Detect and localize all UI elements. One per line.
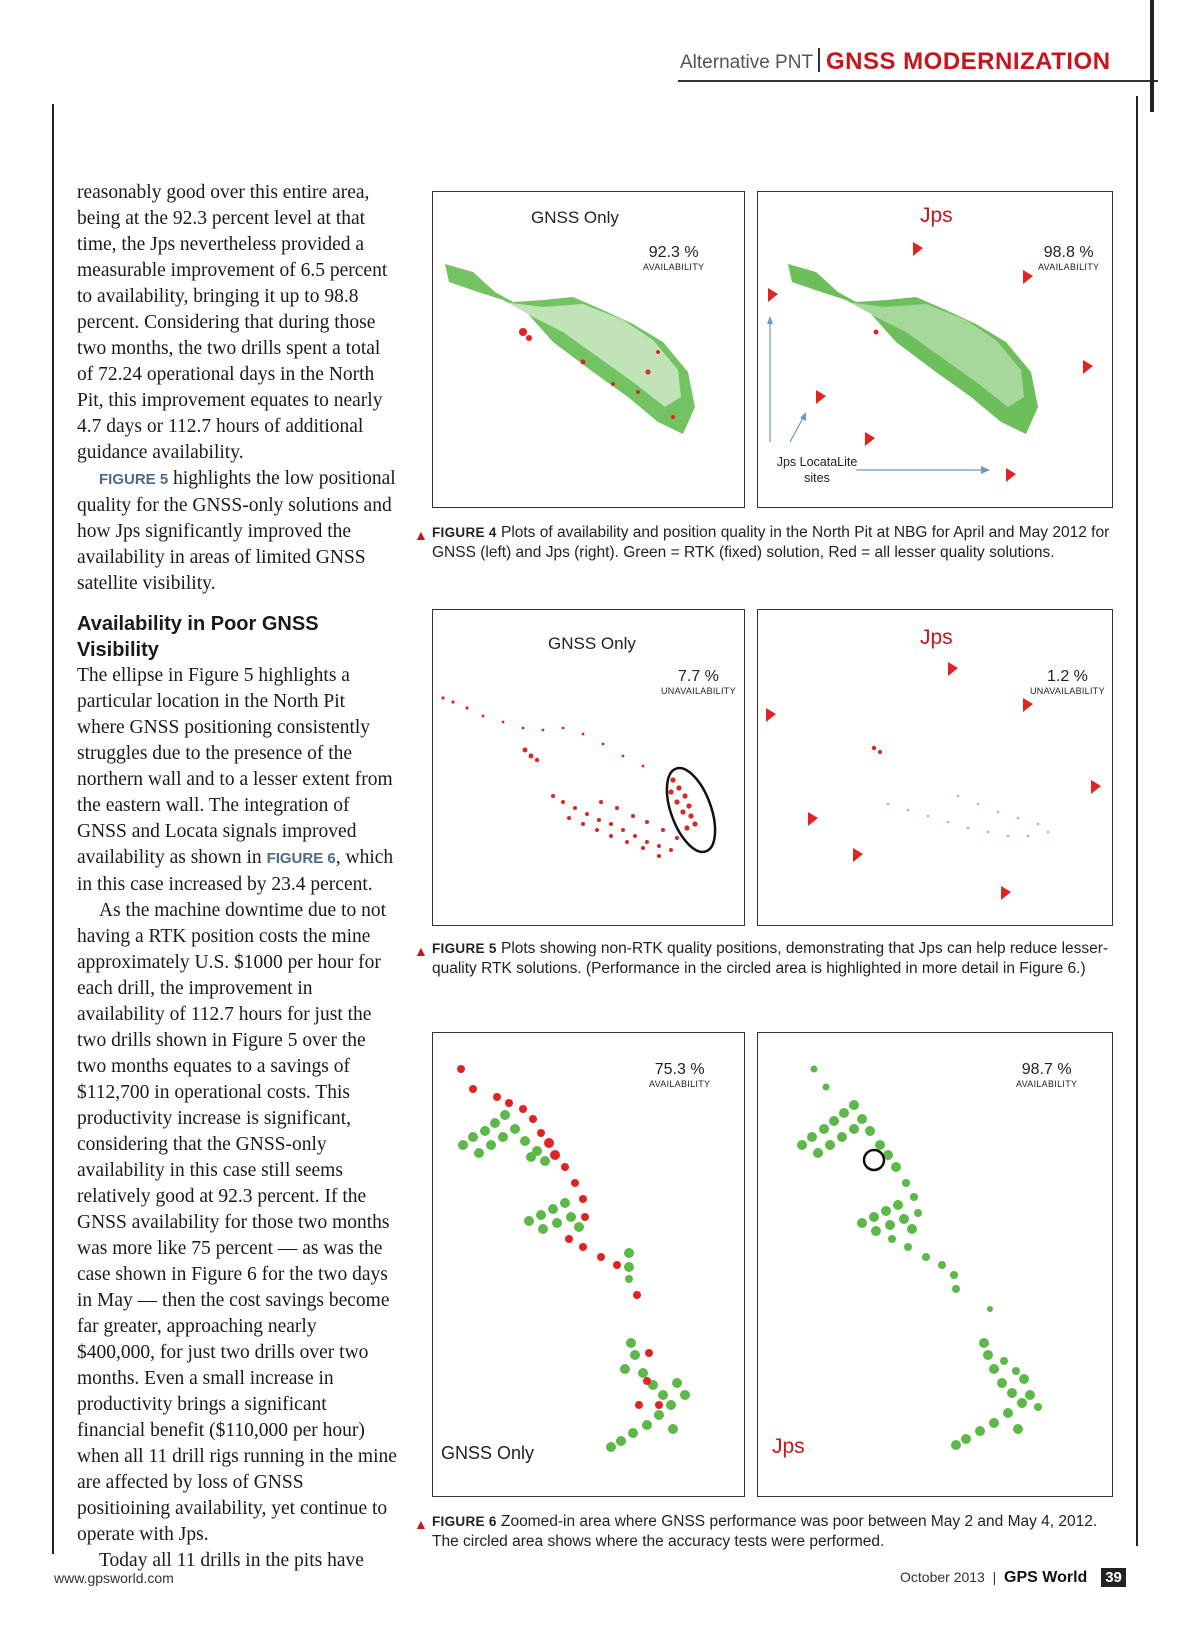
fig5-gnss-plot — [433, 610, 744, 925]
fig4-right-label: Jps — [920, 204, 953, 227]
fig4-gnss-plot — [433, 192, 744, 507]
paragraph-5: Today all 11 drills in the pits have — [99, 1550, 364, 1571]
figure-ref: FIGURE 6 — [266, 850, 336, 867]
footer-folio — [900, 1568, 1126, 1587]
fig4-left-label: GNSS Only — [531, 208, 619, 227]
fig5-jps-plot — [758, 610, 1112, 925]
section-title: GNSS MODERNIZATION — [826, 48, 1111, 75]
header-rule — [678, 80, 1158, 82]
paragraph-1: reasonably good over this entire area, being at the 92.3 percent level at that time, the Jps nevertheless provided a measurable improvement of 6.5 percent to availability, bringing it up to 98.8 percent. Considering that during those two months, the two drills spent a total of 72.24 operational days in the North Pit, this improvement equates to nearly 4.7 days or 112.7 hours of additional guidance availability. — [77, 182, 388, 463]
header-vertical-rule — [1150, 0, 1154, 112]
body-column — [77, 180, 397, 1574]
fig4-caption: ▲ FIGURE 4 Plots of availability and position quality in the North Pit at NBG for April and May 2012 for GNSS (left) and Jps (right). Green = RTK (fixed) solution, Red = all lesser quality solutions. — [414, 524, 1110, 561]
fig4-gnss-panel — [432, 191, 745, 508]
locatalite-annotation: Jps LocataLite sites — [776, 455, 858, 485]
fig5-jps-panel — [757, 609, 1113, 926]
fig6-jps-panel — [757, 1032, 1113, 1497]
fig4-left-value: 92.3 % AVAILABILITY — [643, 244, 705, 272]
fig6-left-label: GNSS Only — [441, 1443, 535, 1463]
fig5-left-value: 7.7 % UNAVAILABILITY — [661, 668, 736, 696]
fig5-right-label: Jps — [920, 626, 953, 649]
fig5-left-label: GNSS Only — [548, 634, 636, 653]
fig4-jps-panel — [757, 191, 1113, 508]
figure-ref: FIGURE 5 — [99, 471, 169, 488]
caption-triangle-icon: ▲ — [414, 527, 428, 543]
subheading: Availability in Poor GNSS Visibility — [77, 613, 319, 661]
magazine-name: GPS World — [1004, 1569, 1088, 1586]
caption-triangle-icon: ▲ — [414, 1516, 428, 1532]
folio-divider: | — [988, 1569, 1001, 1585]
paragraph-3: The ellipse in Figure 5 highlights a particular location in the North Pit where GNSS positioning consistently struggles due to the presence of the northern wall and to a lesser extent from the eastern wall. The integration of GNSS and Locata signals improved availability as shown in FIGURE 6, which in this case increased by 23.4 percent. — [77, 665, 394, 895]
fig6-left-value: 75.3 % AVAILABILITY — [649, 1061, 711, 1089]
fig6-gnss-plot — [433, 1033, 744, 1496]
fig6-right-value: 98.7 % AVAILABILITY — [1016, 1061, 1078, 1089]
footer-url: www.gpsworld.com — [54, 1570, 174, 1586]
header-divider — [818, 48, 820, 72]
section-label: Alternative PNT — [680, 52, 814, 73]
fig6-gnss-panel — [432, 1032, 745, 1497]
fig5-right-value: 1.2 % UNAVAILABILITY — [1030, 668, 1105, 696]
right-margin-rule — [1136, 96, 1138, 1546]
paragraph-4: As the machine downtime due to not having a RTK position costs the mine approximately U.S. $1000 per hour for each drill, the improvement in availability of 112.7 hours for just the two drills shown in Figure 5 over the two months equates to a savings of $112,700 in operational costs. This productivity increase is significant, considering that the GNSS-only availability in this case still seems relatively good at 92.3 percent. If the GNSS availability for those two months was more like 75 percent — as was the case shown in Figure 6 for the two days in May — then the cost savings become far greater, approaching nearly $400,000, for just two drills over two months. Even a small increase in productivity brings a significant financial benefit ($110,000 per hour) when all 11 drill rigs running in the mine are affected by loss of GNSS positioining availability, yet continue to operate with Jps. — [77, 900, 397, 1545]
page-number: 39 — [1101, 1568, 1126, 1587]
fig6-jps-plot — [758, 1033, 1112, 1496]
fig5-caption: ▲ FIGURE 5 Plots showing non-RTK quality positions, demonstrating that Jps can help reduce lesser-quality RTK solutions. (Performance in the circled area is highlighted in more detail in Figure 6.) — [414, 940, 1109, 977]
fig5-gnss-panel — [432, 609, 745, 926]
fig6-right-label: Jps — [772, 1435, 805, 1458]
caption-triangle-icon: ▲ — [414, 943, 428, 959]
fig6-caption: ▲ FIGURE 6 Zoomed-in area where GNSS performance was poor between May 2 and May 4, 2012. The circled area shows where the accuracy tests were performed. — [414, 1513, 1098, 1550]
paragraph-2: FIGURE 5 highlights the low positional quality for the GNSS-only solutions and how Jps significantly improved the availability in areas of limited GNSS satellite visibility. — [77, 468, 396, 594]
issue-date: October 2013 — [900, 1569, 985, 1585]
fig4-right-value: 98.8 % AVAILABILITY — [1038, 244, 1100, 272]
left-margin-rule — [52, 104, 54, 1554]
